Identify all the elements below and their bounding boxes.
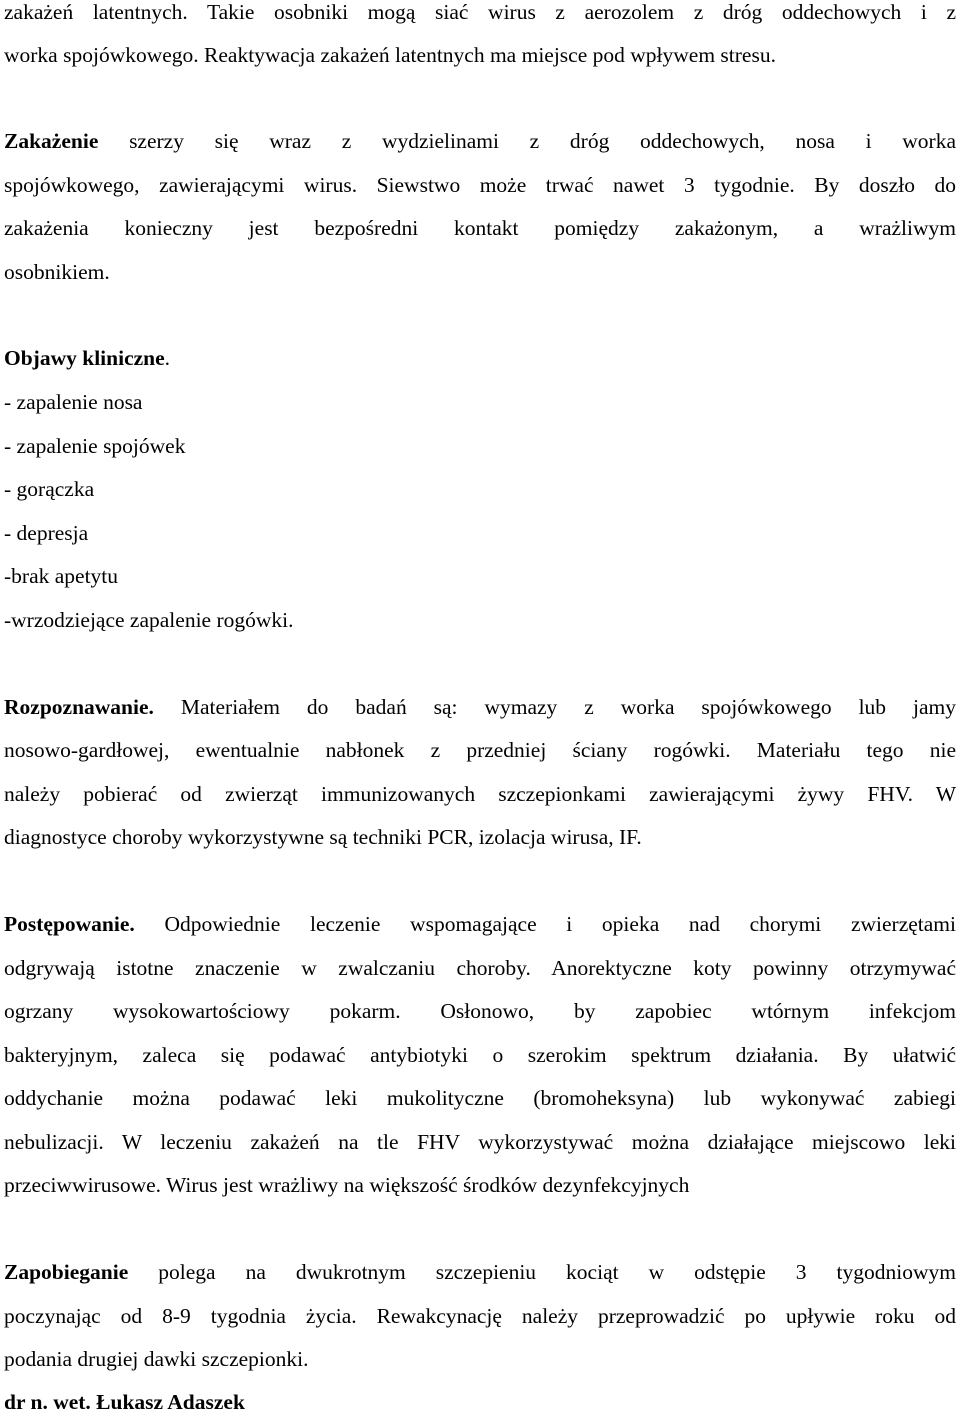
diagnosis-heading: Rozpoznawanie. xyxy=(4,695,154,719)
spread-line-4: osobnikiem. xyxy=(4,260,110,284)
list-item: -wrzodziejące zapalenie rogówki. xyxy=(4,608,294,632)
treatment-line-1: Postępowanie. Odpowiednie leczenie wspomagające i opieka nad chorymi zwierzętami xyxy=(4,912,956,936)
intro-line-2: worka spojówkowego. Reaktywacja zakażeń latentnych ma miejsce pod wpływem stresu. xyxy=(4,43,776,67)
spread-heading: Zakażenie xyxy=(4,129,99,153)
symptoms-heading-line: Objawy kliniczne. xyxy=(4,346,171,370)
list-item: - zapalenie nosa xyxy=(4,390,143,414)
prevention-heading: Zapobieganie xyxy=(4,1260,129,1284)
treatment-line-5: oddychanie można podawać leki mukolityczne (bromoheksyna) lub wykonywać zabiegi xyxy=(4,1086,956,1110)
spread-line-3: zakażenia konieczny jest bezpośredni kontakt pomiędzy zakażonym, a wrażliwym xyxy=(4,216,956,240)
spread-line-2: spojówkowego, zawierającymi wirus. Siewstwo może trwać nawet 3 tygodnie. By doszło do xyxy=(4,173,956,197)
diagnosis-line-1: Rozpoznawanie. Materiałem do badań są: wymazy z worka spojówkowego lub jamy xyxy=(4,695,956,719)
prevention-line-3: podania drugiej dawki szczepionki. xyxy=(4,1347,309,1371)
list-item: - gorączka xyxy=(4,477,95,501)
treatment-line-7: przeciwwirusowe. Wirus jest wrażliwy na większość środków dezynfekcyjnych xyxy=(4,1173,690,1197)
list-item: - depresja xyxy=(4,521,89,545)
treatment-line-2: odgrywają istotne znaczenie w zwalczaniu choroby. Anorektyczne koty powinny otrzymywać xyxy=(4,956,956,980)
diagnosis-line-2: nosowo-gardłowej, ewentualnie nabłonek z przedniej ściany rogówki. Materiału tego nie xyxy=(4,738,956,762)
treatment-line-4: bakteryjnym, zaleca się podawać antybiotyki o szerokim spektrum działania. By ułatwić xyxy=(4,1043,956,1067)
intro-line-1: zakażeń latentnych. Takie osobniki mogą siać wirus z aerozolem z dróg oddechowych i z xyxy=(4,0,956,24)
spread-line-1: Zakażenie szerzy się wraz z wydzielinami z dróg oddechowych, nosa i worka xyxy=(4,129,957,153)
treatment-heading: Postępowanie. xyxy=(4,912,135,936)
list-item: -brak apetytu xyxy=(4,564,119,588)
prevention-line-1: Zapobieganie polega na dwukrotnym szczepieniu kociąt w odstępie 3 tygodniowym xyxy=(4,1260,957,1284)
diagnosis-line-4: diagnostyce choroby wykorzystywne są techniki PCR, izolacja wirusa, IF. xyxy=(4,825,642,849)
prevention-line-2: poczynając od 8-9 tygodnia życia. Rewakcynację należy przeprowadzić po upływie roku od xyxy=(4,1304,956,1328)
author-signature: dr n. wet. Łukasz Adaszek xyxy=(4,1390,245,1414)
list-item: - zapalenie spojówek xyxy=(4,434,186,458)
diagnosis-line-3: należy pobierać od zwierząt immunizowanych szczepionkami zawierającymi żywy FHV. W xyxy=(4,782,956,806)
treatment-line-3: ogrzany wysokowartościowy pokarm. Osłonowo, by zapobiec wtórnym infekcjom xyxy=(4,999,956,1023)
symptoms-heading: Objawy kliniczne xyxy=(4,346,165,370)
treatment-line-6: nebulizacji. W leczeniu zakażeń na tle FHV wykorzystywać można działające miejscowo leki xyxy=(4,1130,956,1154)
